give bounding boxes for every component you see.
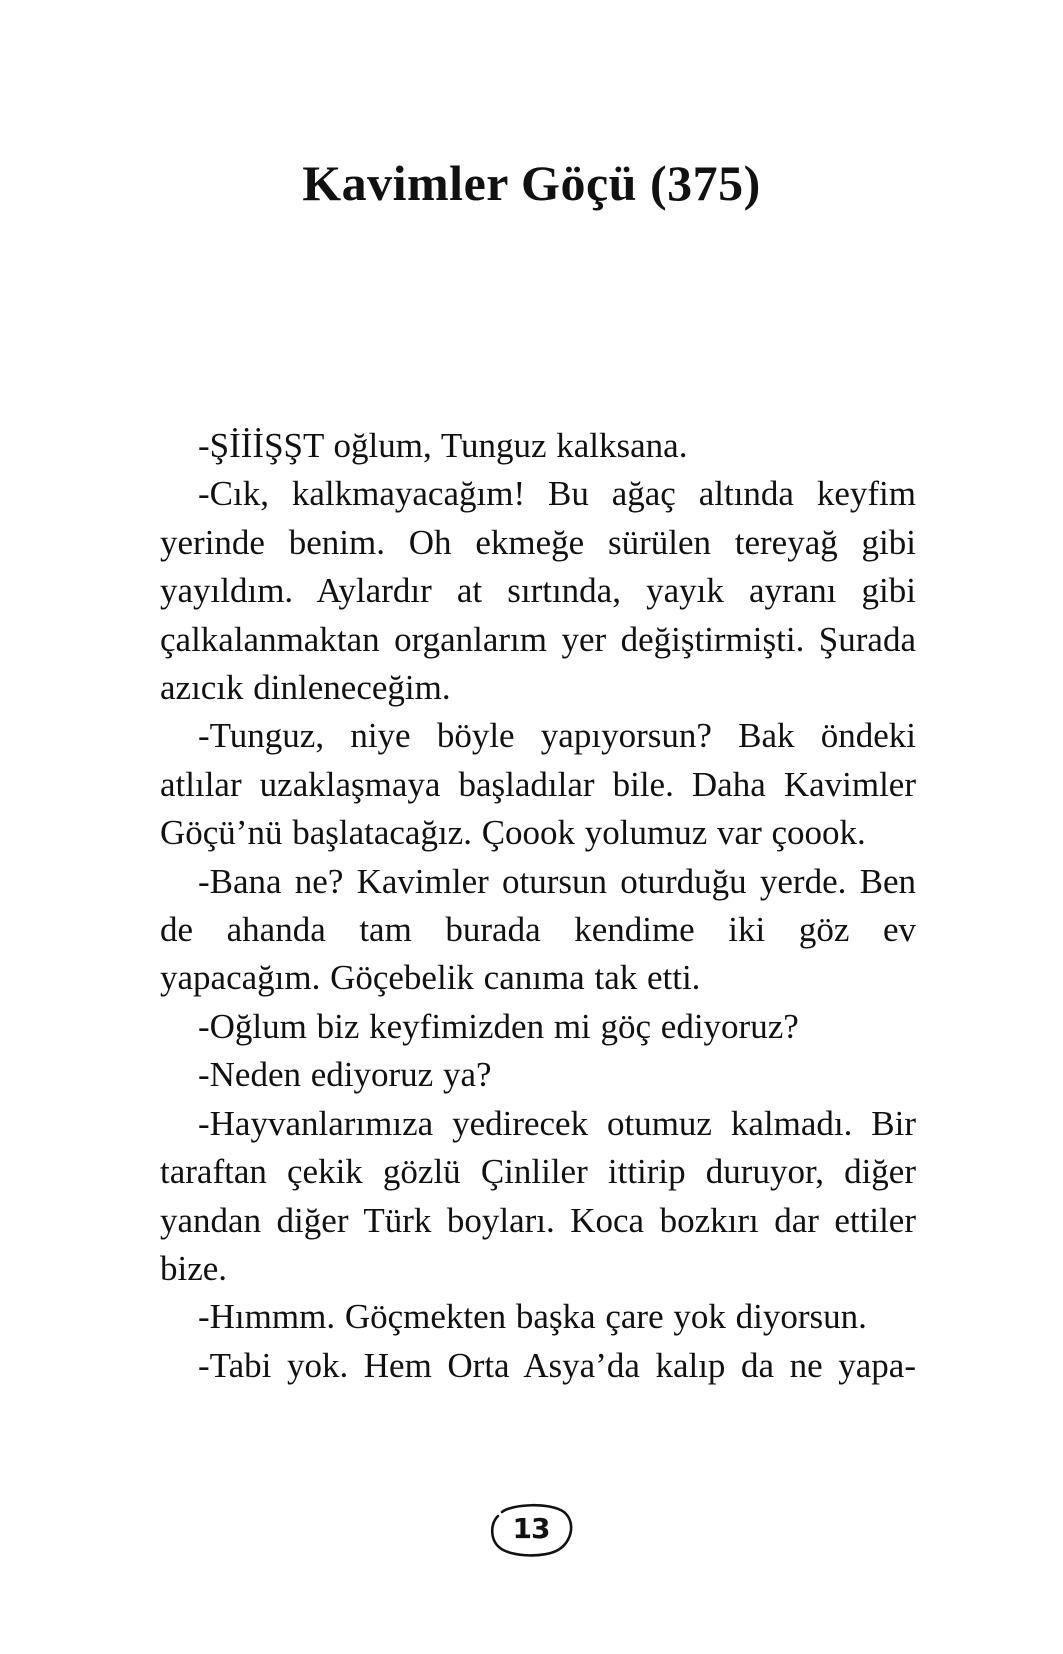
page-number: 13 — [512, 1512, 550, 1545]
paragraph: -Hımmm. Göçmekten başka çare yok diyorsun. — [198, 1297, 867, 1337]
page-title: Kavimler Göçü (375) — [302, 155, 761, 211]
paragraph: -Cık, kalkmayacağım! Bu ağaç altında keyfim yerinde benim. Oh ekmeğe sürülen tereyağ gibi yayıldım. Aylardır at sırtında, yayık ayranı gibi çalkalanmaktan organlarım yer değiştirmişti. Şurada azıcık dinleneceğim. — [160, 474, 916, 708]
paragraph: -Hayvanlarımıza yedirecek otumuz kalmadı. Bir taraftan çekik gözlü Çinliler ittirip duruyor, diğer yandan diğer Türk boyları. Koca bozkırı dar ettiler bize. — [160, 1103, 916, 1288]
body-text — [160, 422, 916, 1390]
paragraph: -Neden ediyoruz ya? — [198, 1055, 492, 1095]
paragraph: -Tunguz, niye böyle yapıyorsun? Bak öndeki atlılar uzaklaşmaya başladılar bile. Daha Kavimler Göçü’nü başlatacağız. Çoook yolumuz var çoook. — [160, 716, 916, 853]
paragraph: -ŞİİİŞŞT oğlum, Tunguz kalksana. — [198, 426, 688, 465]
paragraph: -Bana ne? Kavimler otursun oturduğu yerde. Ben de ahanda tam burada kendime iki göz ev yapacağım. Göçebelik canıma tak etti. — [160, 861, 916, 998]
paragraph: -Tabi yok. Hem Orta Asya’da kalıp da ne yapa- — [198, 1345, 916, 1385]
paragraph: -Oğlum biz keyfimizden mi göç ediyoruz? — [198, 1006, 799, 1046]
page-number-badge — [488, 1498, 574, 1560]
